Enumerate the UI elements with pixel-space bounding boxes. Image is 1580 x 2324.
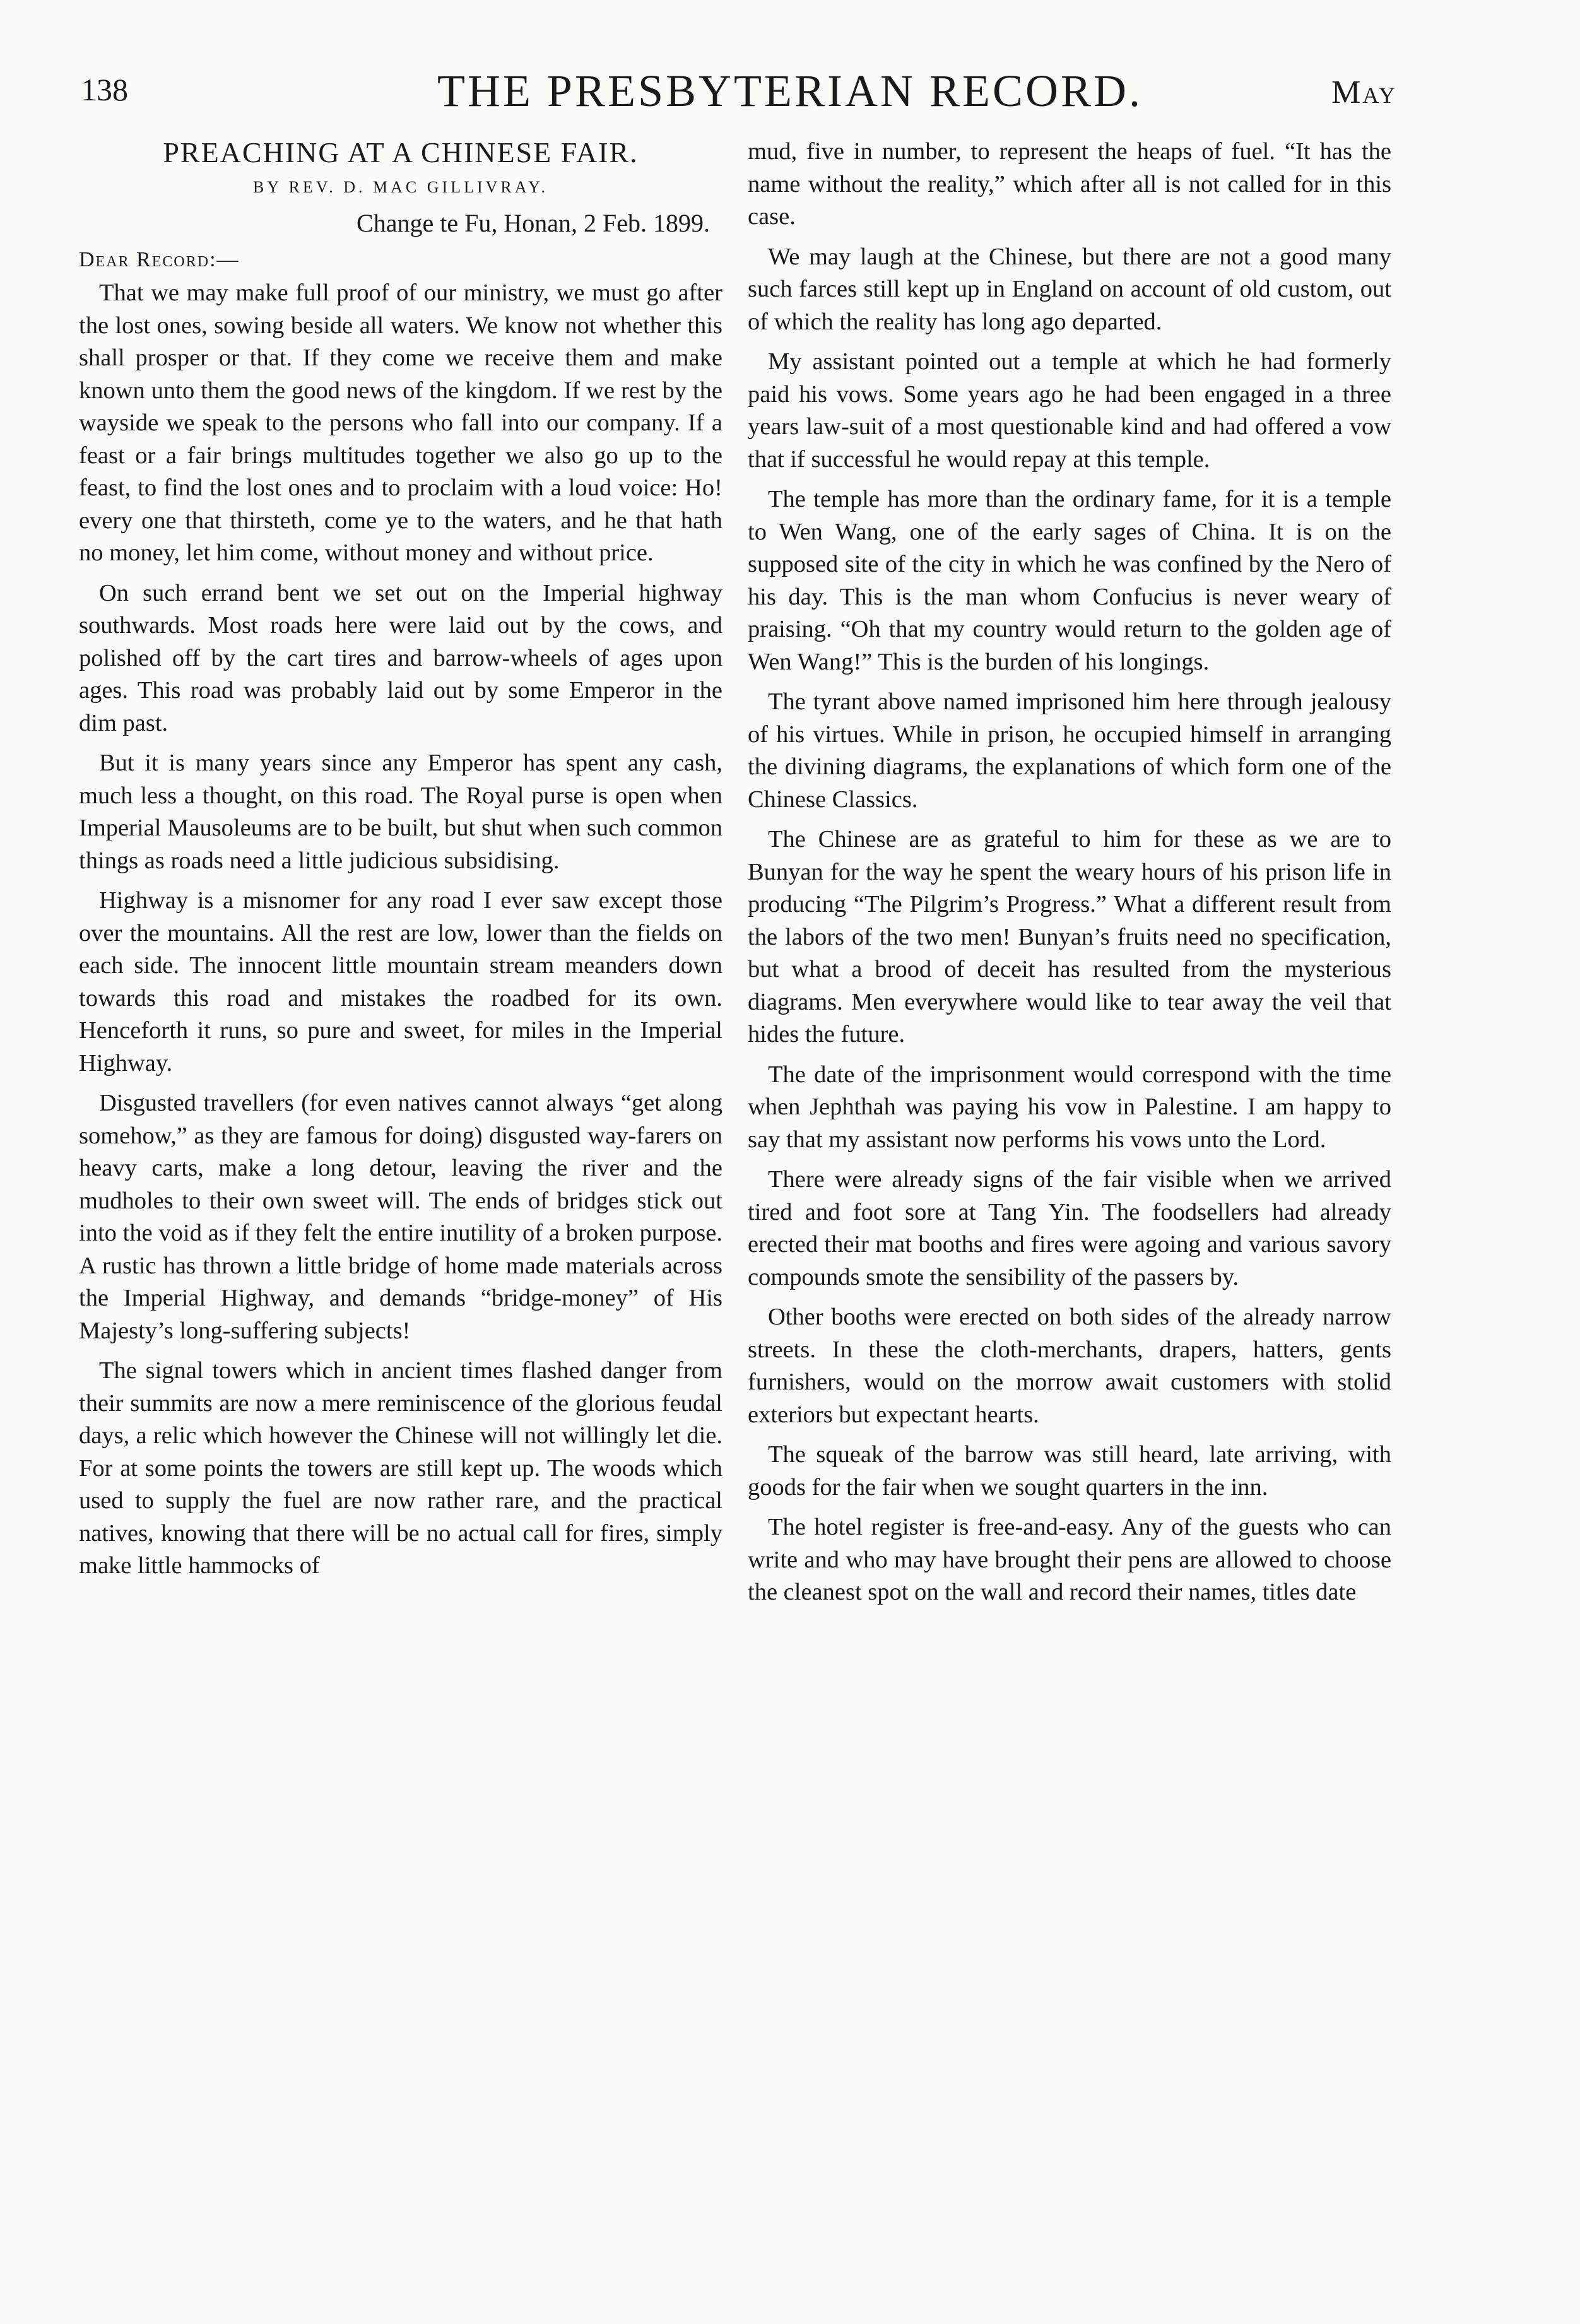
page-header [0,60,1580,129]
paragraph: The date of the imprisonment would correspond with the time when Jephthah was paying his vow in Palestine. I am happy to say that my assistant now performs his vows unto the Lord. [748,1061,1391,1153]
paragraph: The hotel register is free-and-easy. Any of the guests who can write and who may have brought their pens are allowed to choose the cleanest spot on the wall and record their names, titles date [748,1514,1391,1605]
paragraph: Disgusted travellers (for even natives cannot always “get along somehow,” as they are famous for doing) disgusted way-farers on heavy carts, make a long detour, leaving the river and the mudholes to their own sweet will. The ends of bridges stick out into the void as if they felt the entire inutility of a broken purpose. A rustic has thrown a little bridge of home made materials across the Imperial Highway, and demands “bridge-money” of His Majesty’s long-suffering subjects! [79,1090,722,1344]
paragraph: My assistant pointed out a temple at which he had formerly paid his vows. Some years ago he had been engaged in a three years law-suit of a most questionable kind and had offered a vow that if successful he would repay at this temple. [748,348,1391,473]
page-number: 138 [81,72,128,107]
paragraph: The squeak of the barrow was still heard, late arriving, with goods for the fair when we sought quarters in the inn. [748,1441,1391,1501]
paragraph: But it is many years since any Emperor has spent any cash, much less a thought, on this road. The Royal purse is open when Imperial Mausoleums are to be built, but shut when such common things as roads need a little judicious subsidising. [79,750,722,874]
article-byline: BY REV. D. MAC GILLIVRAY. [252,178,549,196]
paragraph: Highway is a misnomer for any road I ever saw except those over the mountains. All the rest are low, lower than the fields on each side. The innocent little mountain stream meanders down towards this road and mistakes the roadbed for its own. Henceforth it runs, so pure and sweet, for miles in the Imperial Highway. [79,887,722,1076]
left-column [79,136,722,1590]
paragraph: We may laugh at the Chinese, but there are not a good many such farces still kept up in England on account of old custom, out of which the reality has long ago departed. [748,243,1391,335]
paragraph: That we may make full proof of our ministry, we must go after the lost ones, sowing beside all waters. We know not whether this shall prosper or that. If they come we receive them and make known unto them the good news of the kingdom. If we rest by the wayside we speak to the persons who fall into our company. If a feast or a fair brings multitudes together we also go up to the feast, to find the lost ones and to proclaim with a loud voice: Ho! every one that thirsteth, come ye to the waters, and he that hath no money, let him come, without money and without price. [79,280,722,566]
paragraph: The temple has more than the ordinary fame, for it is a temple to Wen Wang, one of the early sages of China. It is on the supposed site of the city in which he was confined by the Nero of his day. This is the man whom Confucius is never weary of praising. “Oh that my country would return to the golden age of Wen Wang!” This is the burden of his longings. [748,486,1391,675]
paragraph: The Chinese are as grateful to him for these as we are to Bunyan for the way he spent the weary hours of his prison life in producing “The Pilgrim’s Progress.” What a different result from the labors of the two men! Bunyan’s fruits need no specification, but what a brood of deceit has resulted from the mysterious diagrams. Men everywhere would like to tear away the veil that hides the future. [748,826,1391,1047]
paragraph: The tyrant above named imprisoned him here through jealousy of his virtues. While in prison, he occupied himself in arranging the divining diagrams, the explanations of which form one of the Chinese Classics. [748,688,1391,813]
article-title: PREACHING AT A CHINESE FAIR. [163,136,639,168]
issue-month: May [1331,74,1397,110]
right-column [748,136,1391,1617]
article-salutation: Dear Record:— [79,248,240,271]
paragraph: Other booths were erected on both sides of the already narrow streets. In these the cloth-merchants, drapers, hatters, gents furnishers, would on the morrow await customers with stolid exteriors but expectant hearts. [748,1304,1391,1428]
paragraph: mud, five in number, to represent the heaps of fuel. “It has the name without the reality,” which after all is not called for in this case. [748,138,1391,230]
article-dateline: Change te Fu, Honan, 2 Feb. 1899. [357,209,710,237]
paragraph: The signal towers which in ancient times flashed danger from their summits are now a mere reminiscence of the glorious feudal days, a relic which however the Chinese will not willingly let die. For at some points the towers are still kept up. The woods which used to supply the fuel are now rather rare, and the practical natives, knowing that there will be no actual call for fires, simply make little hammocks of [79,1357,722,1579]
journal-title: THE PRESBYTERIAN RECORD. [437,66,1143,116]
paragraph: On such errand bent we set out on the Imperial highway southwards. Most roads here were laid out by the cows, and polished off by the cart tires and barrow-wheels of ages upon ages. This road was probably laid out by some Emperor in the dim past. [79,579,722,736]
paragraph: There were already signs of the fair visible when we arrived tired and foot sore at Tang Yin. The foodsellers had already erected their mat booths and fires were agoing and various savory compounds smote the sensibility of the passers by. [748,1166,1391,1290]
